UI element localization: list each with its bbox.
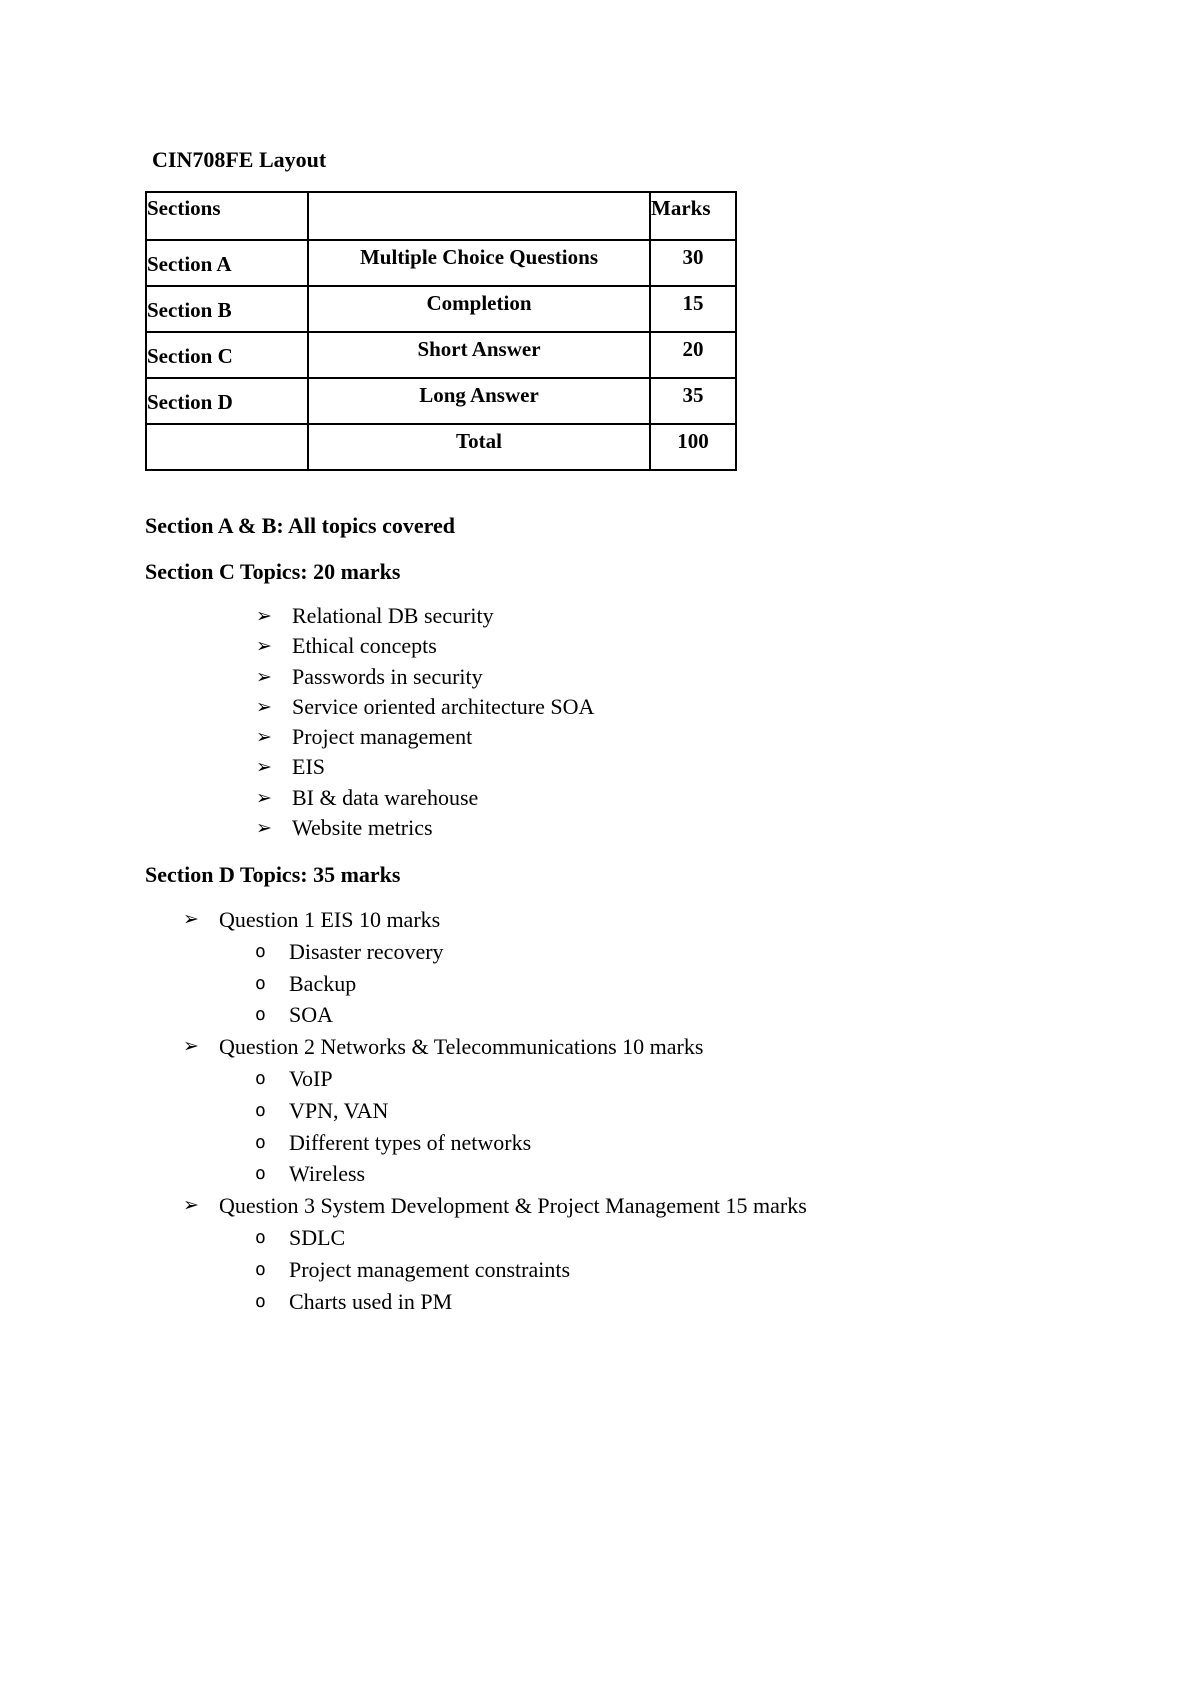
type-cell: Long Answer <box>308 378 650 424</box>
marks-cell: 35 <box>650 378 736 424</box>
section-cell <box>146 424 308 470</box>
list-item: ➢ Relational DB security <box>256 601 594 631</box>
circle-bullet-icon: o <box>255 1226 266 1248</box>
list-item: ➢ Website metrics <box>256 813 594 843</box>
arrow-bullet-icon: ➢ <box>256 665 272 688</box>
arrow-bullet-icon: ➢ <box>183 1035 199 1058</box>
circle-bullet-icon: o <box>255 1067 266 1089</box>
subtopic-list <box>183 936 807 1031</box>
circle-bullet-icon: o <box>255 940 266 962</box>
arrow-bullet-icon: ➢ <box>256 817 272 840</box>
table-row <box>146 240 736 286</box>
table-row <box>146 286 736 332</box>
section-cell: Section B <box>146 286 308 332</box>
table-row <box>146 378 736 424</box>
arrow-bullet-icon: ➢ <box>256 605 272 627</box>
list-item: o SOA <box>253 999 807 1031</box>
list-item: ➢ BI & data warehouse <box>256 783 594 813</box>
arrow-bullet-icon: ➢ <box>183 1194 199 1217</box>
table-row <box>146 332 736 378</box>
list-item: o VPN, VAN <box>253 1095 807 1127</box>
question-item <box>183 1190 807 1317</box>
arrow-bullet-icon: ➢ <box>256 756 272 779</box>
list-item: o SDLC <box>253 1222 807 1254</box>
arrow-bullet-icon: ➢ <box>256 786 272 809</box>
header-cell: Marks <box>650 192 736 240</box>
subtopic-list <box>183 1063 807 1190</box>
section-ab-heading: Section A & B: All topics covered <box>145 513 456 538</box>
list-item: o Disaster recovery <box>253 936 807 968</box>
arrow-bullet-icon: ➢ <box>256 635 272 658</box>
circle-bullet-icon: o <box>255 1004 266 1026</box>
circle-bullet-icon: o <box>255 972 266 994</box>
header-cell: Sections <box>146 192 308 240</box>
section-cell: Section D <box>146 378 308 424</box>
header-cell <box>308 192 650 240</box>
arrow-bullet-icon: ➢ <box>256 726 272 749</box>
total-label-cell: Total <box>308 424 650 470</box>
list-item: o Charts used in PM <box>253 1286 807 1318</box>
marks-cell: 15 <box>650 286 736 332</box>
question-label: Question 2 Networks & Telecommunications 10 marks <box>219 1034 704 1060</box>
marks-cell: 20 <box>650 332 736 378</box>
type-cell: Completion <box>308 286 650 332</box>
marks-table <box>145 191 737 471</box>
section-d-question-list <box>183 904 807 1317</box>
table-header-row <box>146 192 736 240</box>
table-total-row <box>146 424 736 470</box>
subtopic-list <box>183 1222 807 1317</box>
section-cell: Section A <box>146 240 308 286</box>
section-c-topic-list <box>256 601 594 843</box>
page-title: CIN708FE Layout <box>152 147 327 172</box>
type-cell: Multiple Choice Questions <box>308 240 650 286</box>
type-cell: Short Answer <box>308 332 650 378</box>
circle-bullet-icon: o <box>255 1258 266 1280</box>
list-item: o Wireless <box>253 1158 807 1190</box>
marks-cell: 30 <box>650 240 736 286</box>
question-label: Question 3 System Development & Project Management 15 marks <box>219 1193 807 1219</box>
list-item: ➢ Service oriented architecture SOA <box>256 692 594 722</box>
circle-bullet-icon: o <box>255 1131 266 1153</box>
list-item: ➢ EIS <box>256 752 594 782</box>
circle-bullet-icon: o <box>255 1290 266 1312</box>
question-item <box>183 1031 807 1190</box>
section-c-heading: Section C Topics: 20 marks <box>145 559 401 584</box>
section-d-heading: Section D Topics: 35 marks <box>145 862 401 887</box>
list-item: ➢ Passwords in security <box>256 662 594 692</box>
circle-bullet-icon: o <box>255 1099 266 1121</box>
list-item: ➢ Project management <box>256 722 594 752</box>
section-cell: Section C <box>146 332 308 378</box>
total-marks-cell: 100 <box>650 424 736 470</box>
arrow-bullet-icon: ➢ <box>183 908 199 930</box>
circle-bullet-icon: o <box>255 1163 266 1185</box>
question-label: Question 1 EIS 10 marks <box>219 907 441 932</box>
list-item: ➢ Ethical concepts <box>256 631 594 661</box>
question-item <box>183 904 807 1031</box>
list-item: o VoIP <box>253 1063 807 1095</box>
list-item: o Backup <box>253 968 807 1000</box>
arrow-bullet-icon: ➢ <box>256 695 272 718</box>
list-item: o Different types of networks <box>253 1127 807 1159</box>
list-item: o Project management constraints <box>253 1254 807 1286</box>
